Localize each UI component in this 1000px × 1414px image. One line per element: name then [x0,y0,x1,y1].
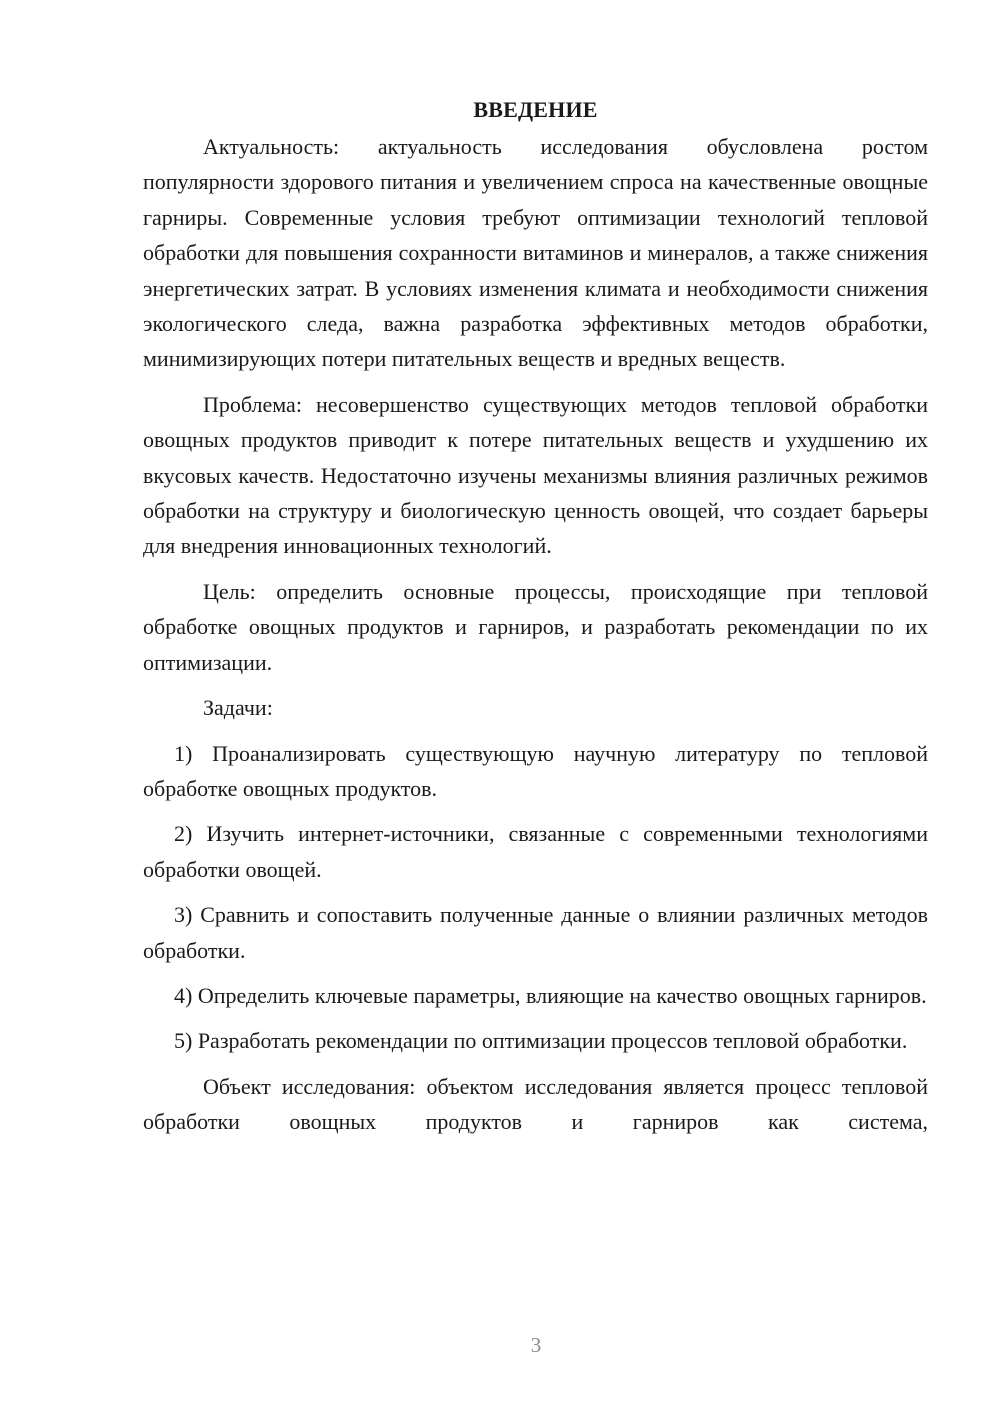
page-number: 3 [530,1333,542,1357]
paragraph-relevance: Актуальность: актуальность исследования обусловлена ростом популярности здорового питания и увеличением спроса на качественные овощные гарниры. Современные условия требуют оптимизации технологий тепловой обработки для повышения сохранности витаминов и минералов, а также снижения энергетических затрат. В условиях изменения климата и необходимости снижения экологического следа, важна разработка эффективных методов обработки, минимизирующих потери питательных веществ и вредных веществ. [143,134,928,372]
tasks-heading: Задачи: [203,695,273,721]
section-heading: ВВЕДЕНИЕ [473,97,598,122]
paragraph-problem: Проблема: несовершенство существующих методов тепловой обработки овощных продуктов приводит к потере питательных веществ и ухудшению их вкусовых качеств. Недостаточно изучены механизмы влияния различных режимов обработки на структуру и биологическую ценность овощей, что создает барьеры для внедрения инновационных технологий. [143,391,928,559]
task-item-1: 1) Проанализировать существующую научную литературу по тепловой обработке овощных продуктов. [143,740,928,801]
task-item-5: 5) Разработать рекомендации по оптимизации процессов тепловой обработки. [174,1028,908,1054]
task-item-3: 3) Сравнить и сопоставить полученные данные о влиянии различных методов обработки. [143,902,928,963]
document-page [143,92,928,1150]
task-item-4: 4) Определить ключевые параметры, влияющие на качество овощных гарниров. [174,982,927,1008]
paragraph-goal: Цель: определить основные процессы, происходящие при тепловой обработке овощных продуктов и гарниров, и разработать рекомендации по их оптимизации. [143,578,928,675]
paragraph-object: Объект исследования: объектом исследования является процесс тепловой обработки овощных продуктов и гарниров как система, [143,1073,928,1135]
task-item-2: 2) Изучить интернет-источники, связанные с современными технологиями обработки овощей. [143,821,928,882]
